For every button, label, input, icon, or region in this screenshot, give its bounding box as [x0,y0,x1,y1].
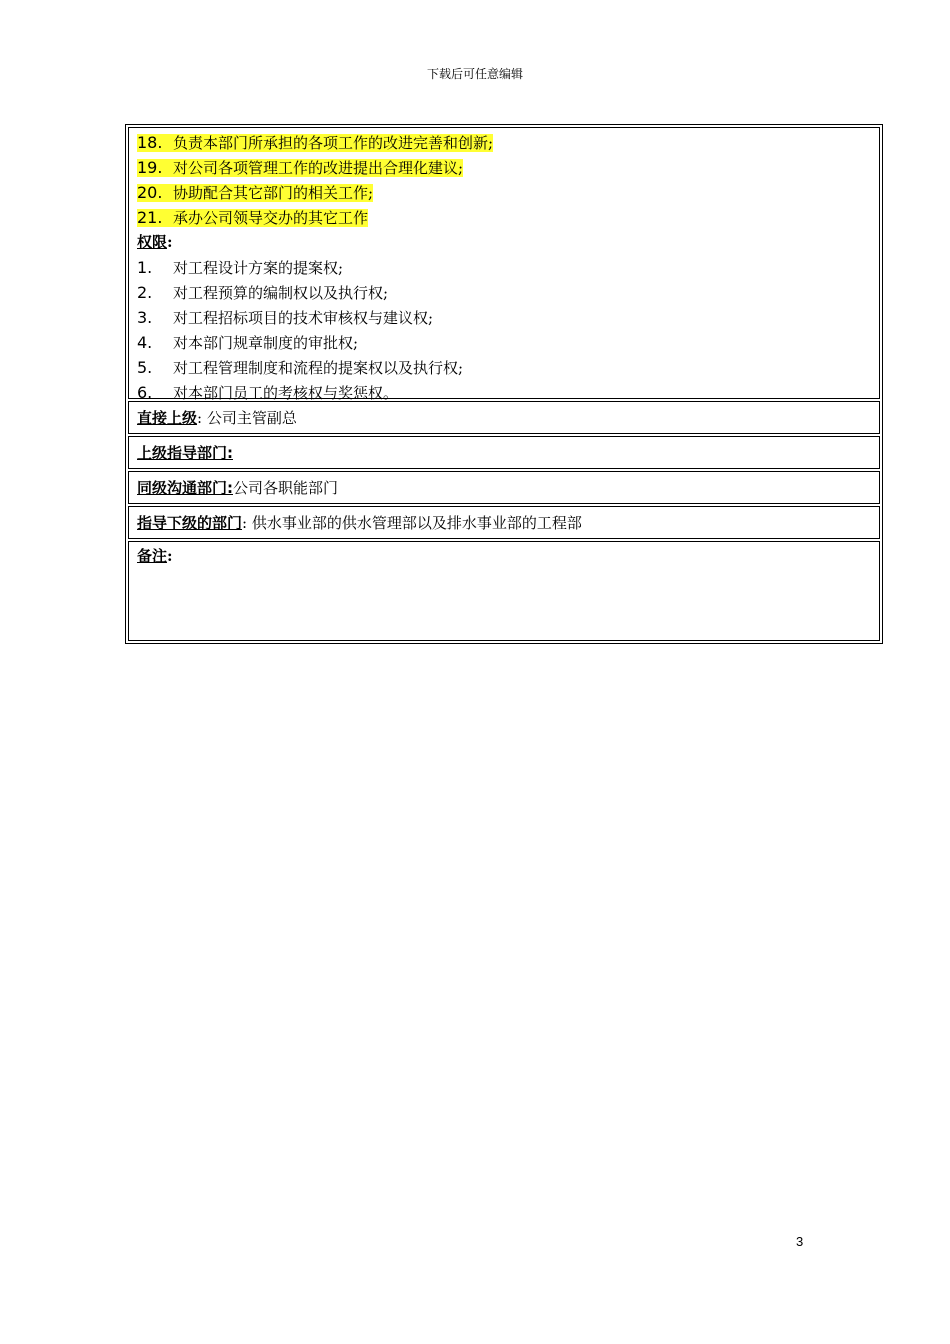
duty-number: 18. [137,133,163,152]
job-description-table [125,124,883,644]
page-number: 3 [796,1234,804,1249]
direct-superior-cell [128,401,880,434]
authority-text: 对工程设计方案的提案权; [173,259,344,277]
duty-highlight [137,134,493,152]
duty-item-20 [137,180,871,205]
duty-item-19 [137,155,871,180]
duty-item-21 [137,205,871,230]
subordinate-departments-value: : 供水事业部的供水管理部以及排水事业部的工程部 [242,514,582,532]
authority-text: 对工程招标项目的技术审核权与建议权; [173,309,434,327]
duty-number: 19. [137,158,163,177]
duty-text: 负责本部门所承担的各项工作的改进完善和创新; [173,134,494,152]
authority-number: 6. [137,383,153,402]
authority-item [137,280,871,305]
page-header: 下载后可任意编辑 [426,67,523,81]
duty-number: 20. [137,183,163,202]
authority-text: 对本部门规章制度的审批权; [173,334,359,352]
subordinate-departments-label: 指导下级的部门 [137,514,243,532]
superior-department-label: 上级指导部门: [137,444,233,462]
peer-departments-cell [128,471,880,504]
authority-number: 2. [137,283,153,302]
authority-number: 4. [137,333,153,352]
duties-authority-cell [128,127,880,402]
direct-superior-value: : 公司主管副总 [197,409,297,427]
duty-item-18 [137,130,871,155]
notes-label: 备注 [137,547,168,565]
direct-superior-label: 直接上级 [137,409,198,427]
notes-cell [128,541,880,641]
duty-number: 21. [137,208,163,227]
duty-highlight [137,159,463,177]
peer-departments-label: 同级沟通部门: [137,479,233,497]
authority-item [137,305,871,330]
duty-highlight [137,184,373,202]
authority-colon: : [167,233,173,251]
duty-text: 对公司各项管理工作的改进提出合理化建议; [173,159,464,177]
authority-heading [137,230,871,255]
authority-number: 5. [137,358,153,377]
subordinate-departments-cell [128,506,880,539]
duty-highlight [137,209,368,227]
authority-text: 对工程管理制度和流程的提案权以及执行权; [173,359,464,377]
notes-colon: : [167,547,173,565]
authority-label: 权限 [137,233,168,251]
authority-text: 对本部门员工的考核权与奖惩权。 [173,384,399,402]
authority-number: 3. [137,308,153,327]
authority-text: 对工程预算的编制权以及执行权; [173,284,389,302]
peer-departments-value: 公司各职能部门 [233,479,339,497]
duty-text: 协助配合其它部门的相关工作; [173,184,374,202]
authority-item [137,255,871,280]
superior-department-cell [128,436,880,469]
authority-item [137,330,871,355]
duty-text: 承办公司领导交办的其它工作 [173,209,369,227]
authority-item [137,355,871,380]
authority-number: 1. [137,258,153,277]
